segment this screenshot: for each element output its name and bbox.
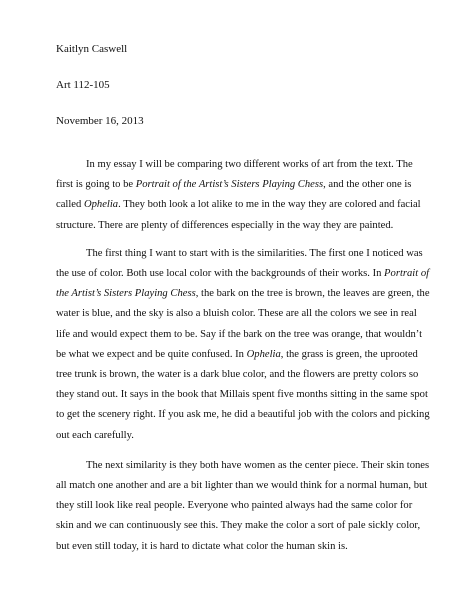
paragraph-text: , and the other one is called	[56, 179, 412, 211]
artwork-title: Ophelia	[246, 348, 281, 360]
paragraph-text: . They both look a lot alike to me in the way they are colored and facial structure. There are plenty of differences especially in the way they are painted.	[56, 199, 421, 231]
course-number: Art 112-105	[56, 79, 110, 91]
paragraph-text: , the bark on the tree is brown, the leaves are green, the water is blue, and the sky is also a bluish color. These are all the colors we see in real life and would expect them to be. Say if the bark on the tree was orange, that wouldn’t be what we expect and be quite confused. In	[56, 288, 430, 360]
essay-body	[56, 155, 432, 565]
author-name: Kaitlyn Caswell	[56, 43, 128, 55]
artwork-title: Portrait of the Artist’s Sisters Playing Chess	[56, 268, 430, 300]
artwork-title: Ophelia	[83, 199, 119, 211]
paragraph-text: , the grass is green, the uprooted tree trunk is brown, the water is a dark blue color, and the flowers are pretty colors so they stand out. It says in the book that Millais spent five months sitting in the same spot to get the scenery right. If you ask me, he did a beautiful job with the colors and picking out each carefully.	[56, 348, 430, 441]
essay-paragraph-3: The next similarity is they both have women as the center piece. Their skin tones all match one another and are a bit lighter than we would think for a normal human, but they still look like real people. Everyone who painted always had the same color for skin and we can continuously see this. They make the color a sort of pale sickly color, but even still today, it is hard to dictate what color the human skin is.	[56, 459, 430, 552]
essay-date: November 16, 2013	[56, 115, 144, 127]
essay-paragraph-2	[56, 244, 432, 446]
paragraph-text: In my essay I will be comparing two different works of art from the text. The first is going to be	[56, 159, 413, 191]
paragraph-text: The first thing I want to start with is the similarities. The first one I noticed was the use of color. Both use local color with the backgrounds of their works. In	[56, 247, 423, 280]
artwork-title: Portrait of the Artist’s Sisters Playing Chess	[135, 179, 324, 191]
essay-paragraph-1	[56, 155, 432, 236]
